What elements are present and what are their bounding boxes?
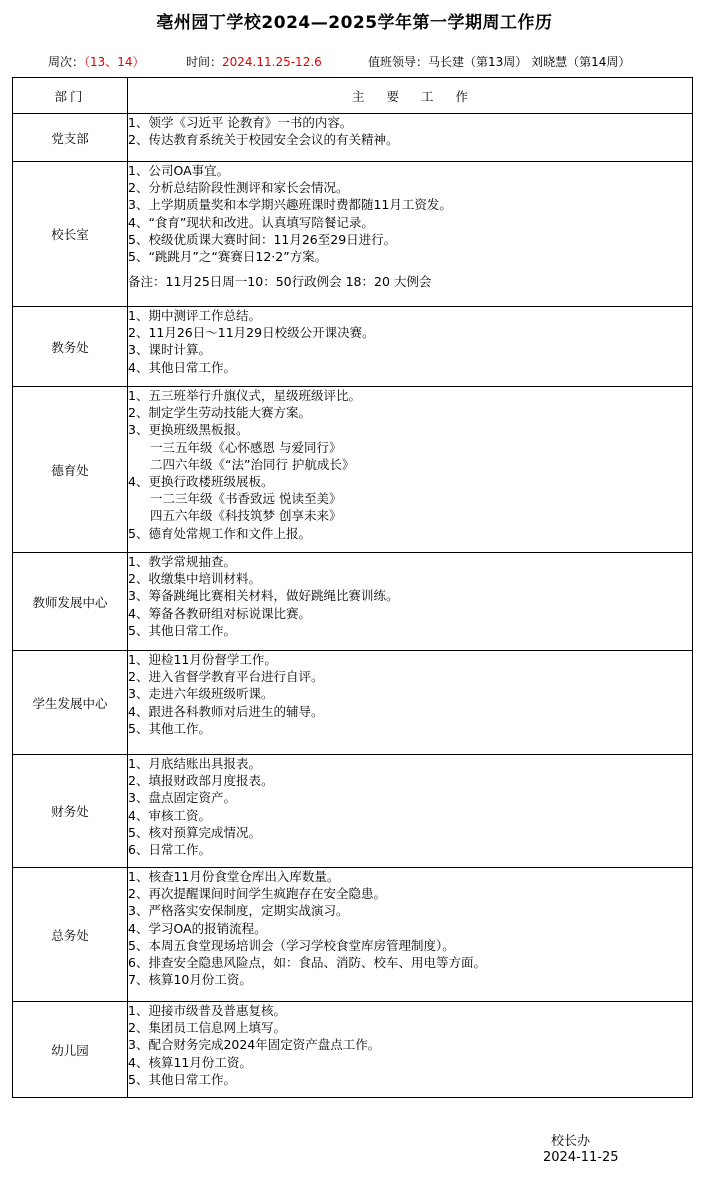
work-item: 7、核算10月份工资。: [128, 972, 252, 988]
work-items: [128, 162, 693, 307]
work-sub-item: 一二三年级《书香致远 悦读至美》: [150, 491, 342, 507]
department-name: 幼儿园: [13, 1002, 128, 1098]
table-row: [13, 755, 693, 868]
work-item: 2、填报财政部月度报表。: [128, 773, 274, 789]
work-item: 4、其他日常工作。: [128, 359, 236, 375]
table-row: [13, 307, 693, 387]
work-items: [128, 651, 693, 755]
work-item: 2、分析总结阶段性测评和家长会情况。: [128, 180, 349, 196]
time-value: 2024.11.25-12.6: [222, 55, 322, 69]
department-name: 财务处: [13, 755, 128, 868]
work-item: 4、学习OA的报销流程。: [128, 920, 267, 936]
work-item: 2、进入省督学教育平台进行自评。: [128, 669, 324, 685]
time-info: [186, 53, 322, 70]
week-label: 周次：: [48, 55, 85, 69]
work-item: 1、迎接市级普及普惠复核。: [128, 1003, 286, 1018]
work-items: [128, 755, 693, 868]
work-sub-item: 二四六年级《“法”治同行 护航成长》: [150, 456, 355, 472]
work-item: 3、配合财务完成2024年固定资产盘点工作。: [128, 1037, 381, 1053]
work-items: [128, 868, 693, 1002]
work-item: 3、课时计算。: [128, 342, 211, 358]
table-row: [13, 162, 693, 307]
work-item: 6、排查安全隐患风险点，如：食品、消防、校车、用电等方面。: [128, 955, 486, 971]
work-item: 4、“食育”现状和改进。认真填写陪餐记录。: [128, 214, 374, 230]
work-items: [128, 307, 693, 387]
department-name: 教师发展中心: [13, 553, 128, 651]
work-items: [128, 387, 693, 553]
department-name: 党支部: [13, 114, 128, 162]
work-item: 1、期中测评工作总结。: [128, 308, 261, 323]
duty-leaders: 值班领导：马长建（第13周） 刘晓慧（第14周）: [368, 55, 631, 69]
work-item: 4、跟进各科教师对后进生的辅导。: [128, 703, 324, 719]
work-item: 4、更换行政楼班级展板。: [128, 474, 274, 490]
work-item: 1、公司OA事宜。: [128, 163, 230, 178]
work-item: 3、上学期质量奖和本学期兴趣班课时费都随11月工资发。: [128, 197, 452, 213]
work-item: 4、审核工资。: [128, 807, 211, 823]
work-item: 5、校级优质课大赛时间：11月26至29日进行。: [128, 231, 397, 247]
department-name: 校长室: [13, 162, 128, 307]
work-item: 5、“跳跳月”之“赛赛日12·2”方案。: [128, 249, 328, 265]
header-department: 部门: [13, 78, 128, 114]
page-title: 亳州园丁学校2024—2025学年第一学期周工作历: [156, 13, 553, 33]
table-row: [13, 868, 693, 1002]
work-item: 3、严格落实安保制度，定期实战演习。: [128, 903, 349, 919]
work-item: 2、再次提醒课间时间学生疯跑存在安全隐患。: [128, 886, 386, 902]
work-item: 5、其他日常工作。: [128, 1071, 236, 1087]
work-items: [128, 114, 693, 162]
work-item: 5、德育处常规工作和文件上报。: [128, 525, 311, 541]
schedule-table: [12, 77, 693, 1098]
time-label: 时间：: [186, 55, 223, 69]
department-name: 总务处: [13, 868, 128, 1002]
work-item: 2、传达教育系统关于校园安全会议的有关精神。: [128, 132, 399, 148]
footer-date: 2024-11-25: [543, 1150, 619, 1165]
week-info: [48, 53, 145, 70]
work-item: 2、收缴集中培训材料。: [128, 571, 261, 587]
week-value: （13、14）: [84, 55, 145, 69]
work-item: 3、盘点固定资产。: [128, 790, 236, 806]
work-item: 1、领学《习近平 论教育》一书的内容。: [128, 115, 353, 130]
table-header-row: [13, 78, 693, 114]
work-item: 2、11月26日～11月29日校级公开课决赛。: [128, 325, 375, 341]
work-sub-item: 四五六年级《科技筑梦 创享未来》: [150, 508, 342, 524]
work-items: [128, 1002, 693, 1098]
table-row: [13, 114, 693, 162]
table-row: [13, 553, 693, 651]
work-item: 5、本周五食堂现场培训会（学习学校食堂库房管理制度）。: [128, 937, 455, 953]
header-main-work-label: 主要工作: [351, 88, 490, 104]
work-item: 3、更换班级黑板报。: [128, 422, 249, 438]
work-item: 3、走进六年级班级听课。: [128, 686, 274, 702]
work-item: 5、其他工作。: [128, 720, 211, 736]
department-name: 学生发展中心: [13, 651, 128, 755]
table-row: [13, 1002, 693, 1098]
department-name: 教务处: [13, 307, 128, 387]
footer-office: 校长办: [551, 1134, 591, 1149]
work-item: 1、月底结账出具报表。: [128, 756, 261, 771]
work-item: 5、核对预算完成情况。: [128, 824, 261, 840]
department-name: 德育处: [13, 387, 128, 553]
work-item: 1、教学常规抽查。: [128, 554, 236, 569]
work-note: 备注：11月25日周一10：50行政例会 18：20 大例会: [128, 274, 432, 290]
work-sub-item: 一三五年级《心怀感恩 与爱同行》: [150, 439, 342, 455]
table-row: [13, 387, 693, 553]
work-item: 4、筹备各教研组对标说课比赛。: [128, 605, 311, 621]
work-item: 1、五三班举行升旗仪式，星级班级评比。: [128, 388, 361, 403]
work-item: 2、制定学生劳动技能大赛方案。: [128, 405, 311, 421]
work-item: 5、其他日常工作。: [128, 622, 236, 638]
work-item: 3、筹备跳绳比赛相关材料，做好跳绳比赛训练。: [128, 588, 399, 604]
work-item: 1、迎检11月份督学工作。: [128, 652, 277, 667]
header-main-work: [128, 78, 693, 114]
table-row: [13, 651, 693, 755]
work-item: 4、核算11月份工资。: [128, 1054, 252, 1070]
schedule-body: [13, 114, 693, 1098]
work-items: [128, 553, 693, 651]
work-item: 6、日常工作。: [128, 842, 211, 858]
work-item: 2、集团员工信息网上填写。: [128, 1020, 286, 1036]
work-item: 1、核查11月份食堂仓库出入库数量。: [128, 869, 340, 884]
